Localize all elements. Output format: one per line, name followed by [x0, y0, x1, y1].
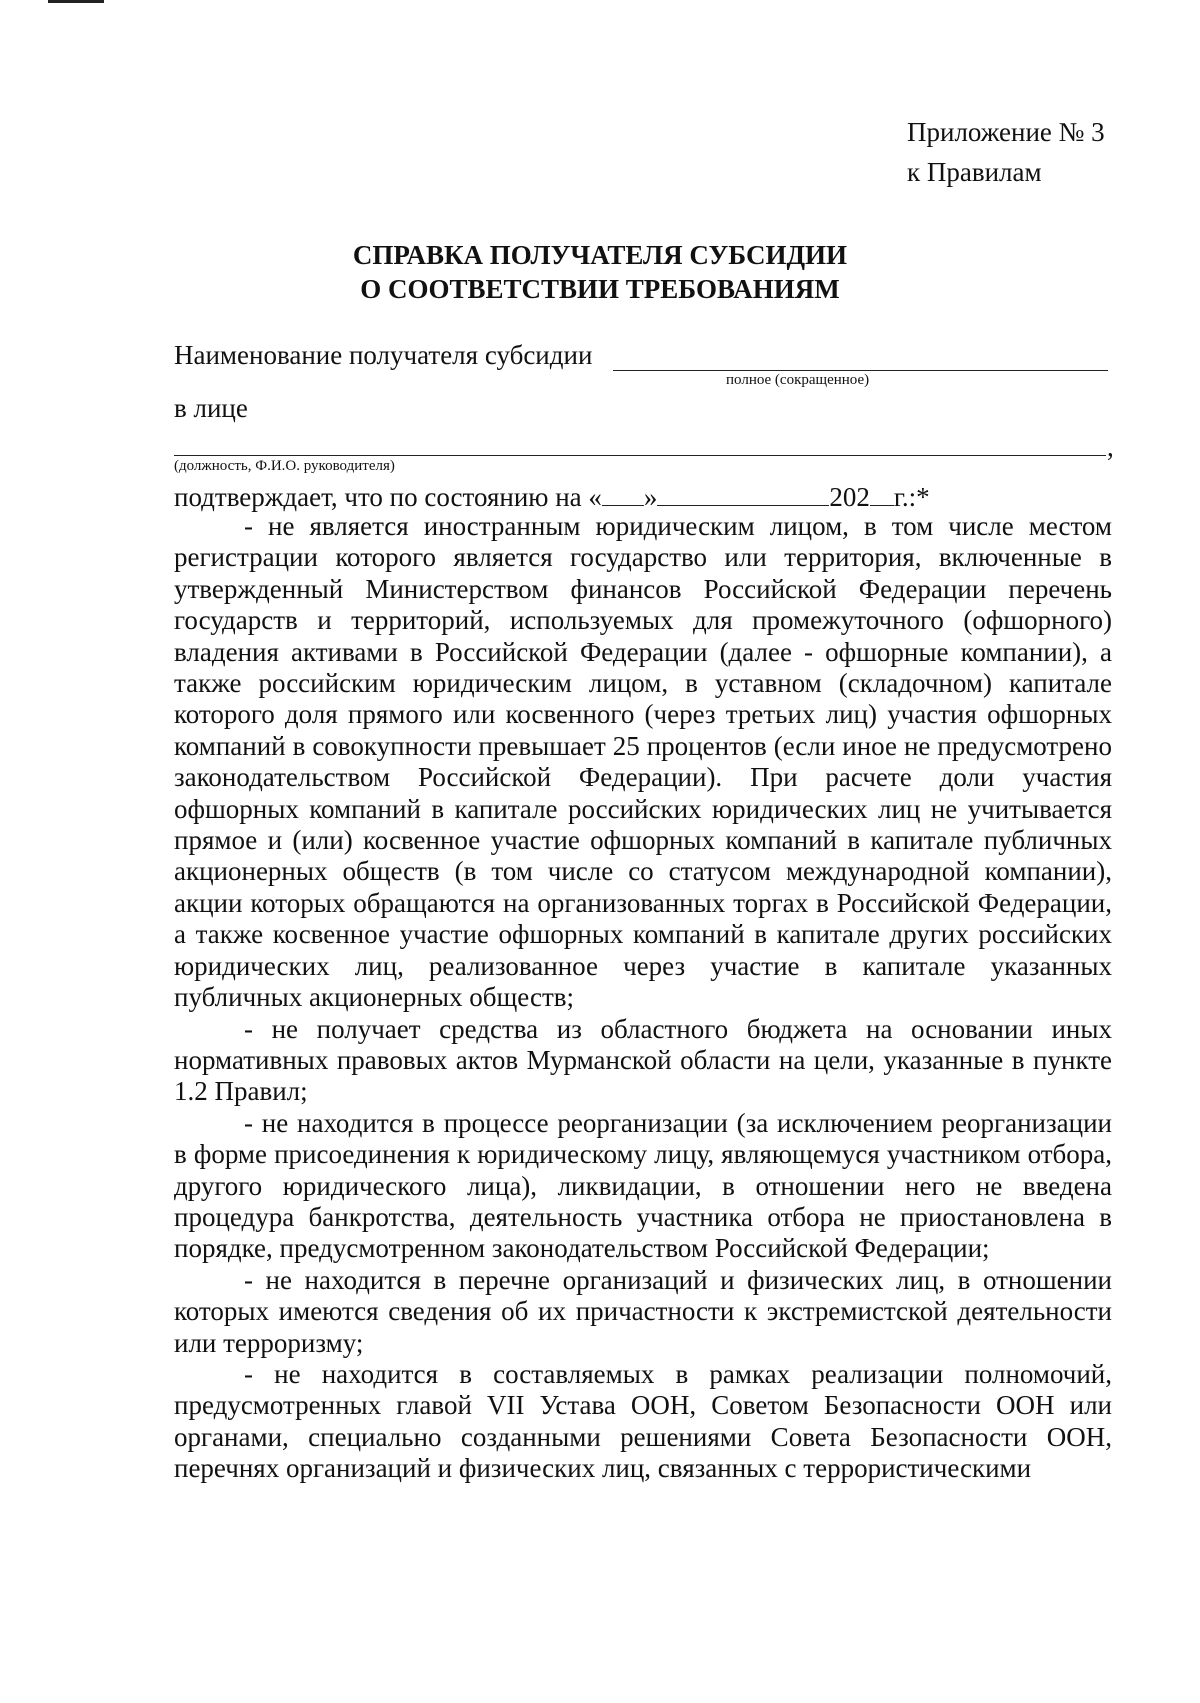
requirement-un-lists: - не находится в составляемых в рамках реализации полномочий, предусмотренных главой VII Устава ООН, Советом Безопасности ООН или органами, специально созданными решениями Совета Безопасности ООН, перечнях организаций и физических лиц, связанных с террористическими — [174, 1358, 1112, 1484]
confirm-prefix: подтверждает, что по состоянию на « — [174, 482, 602, 512]
year-field[interactable] — [870, 483, 894, 506]
person-caption: (должность, Ф.И.О. руководителя) — [174, 458, 395, 474]
scan-mark — [48, 0, 104, 3]
requirement-no-reorganization: - не находится в процессе реорганизации (за исключением реорганизации в форме присоединения к юридическому лицу, являющемуся участником отбора, другого юридического лица), ликвидации, в отношении него не введена процедура банкротства, деятельность участника отбора не приостановлена в порядке, предусмотренном законодательством Российской Федерации; — [174, 1107, 1112, 1264]
confirm-suffix: г.:* — [893, 482, 930, 512]
requirement-no-other-funding: - не получает средства из областного бюджета на основании иных нормативных правовых актов Мурманской области на цели, указанные в пункте 1.2 Правил; — [174, 1013, 1112, 1107]
day-field[interactable] — [602, 483, 644, 506]
confirm-line — [174, 482, 930, 513]
requirements-list — [174, 511, 1112, 1485]
recipient-caption: полное (сокращенное) — [726, 372, 870, 388]
title-line-1: СПРАВКА ПОЛУЧАТЕЛЯ СУБСИДИИ — [352, 240, 848, 270]
person-label: в лице — [174, 393, 248, 423]
recipient-name-field[interactable] — [613, 370, 1108, 371]
person-trailing-comma: , — [1107, 432, 1114, 462]
requirement-no-extremism: - не находится в перечне организаций и физических лиц, в отношении которых имеются сведения об их причастности к экстремистской деятельности или терроризму; — [174, 1264, 1112, 1358]
confirm-quote-close: » — [643, 482, 658, 512]
document-title — [0, 238, 1200, 306]
month-field[interactable] — [657, 483, 829, 506]
appendix-rules-ref: к Правилам — [907, 157, 1042, 187]
title-line-2: О СООТВЕТСТВИИ ТРЕБОВАНИЯМ — [360, 274, 840, 304]
person-field[interactable] — [174, 455, 1106, 456]
requirement-offshore: - не является иностранным юридическим лицом, в том числе местом регистрации которого является государство или территория, включенные в утвержденный Министерством финансов Российской Федерации перечень государств и территорий, используемых для промежуточного (офшорного) владения активами в Российской Федерации (далее - офшорные компании), а также российским юридическим лицом, в уставном (складочном) капитале которого доля прямого или косвенного (через третьих лиц) участия офшорных компаний в совокупности превышает 25 процентов (если иное не предусмотрено законодательством Российской Федерации). При расчете доли участия офшорных компаний в капитале российских юридических лиц не учитывается прямое и (или) косвенное участие офшорных компаний в капитале публичных акционерных обществ (в том числе со статусом международной компании), акции которых обращаются на организованных торгах в Российской Федерации, а также косвенное участие офшорных компаний в капитале других российских юридических лиц, реализованное через участие в капитале указанных публичных акционерных обществ; — [174, 511, 1112, 1013]
appendix-reference — [907, 112, 1105, 192]
confirm-year: 202 — [829, 482, 870, 512]
appendix-number: Приложение № 3 — [907, 117, 1105, 147]
recipient-label: Наименование получателя субсидии — [174, 340, 593, 370]
